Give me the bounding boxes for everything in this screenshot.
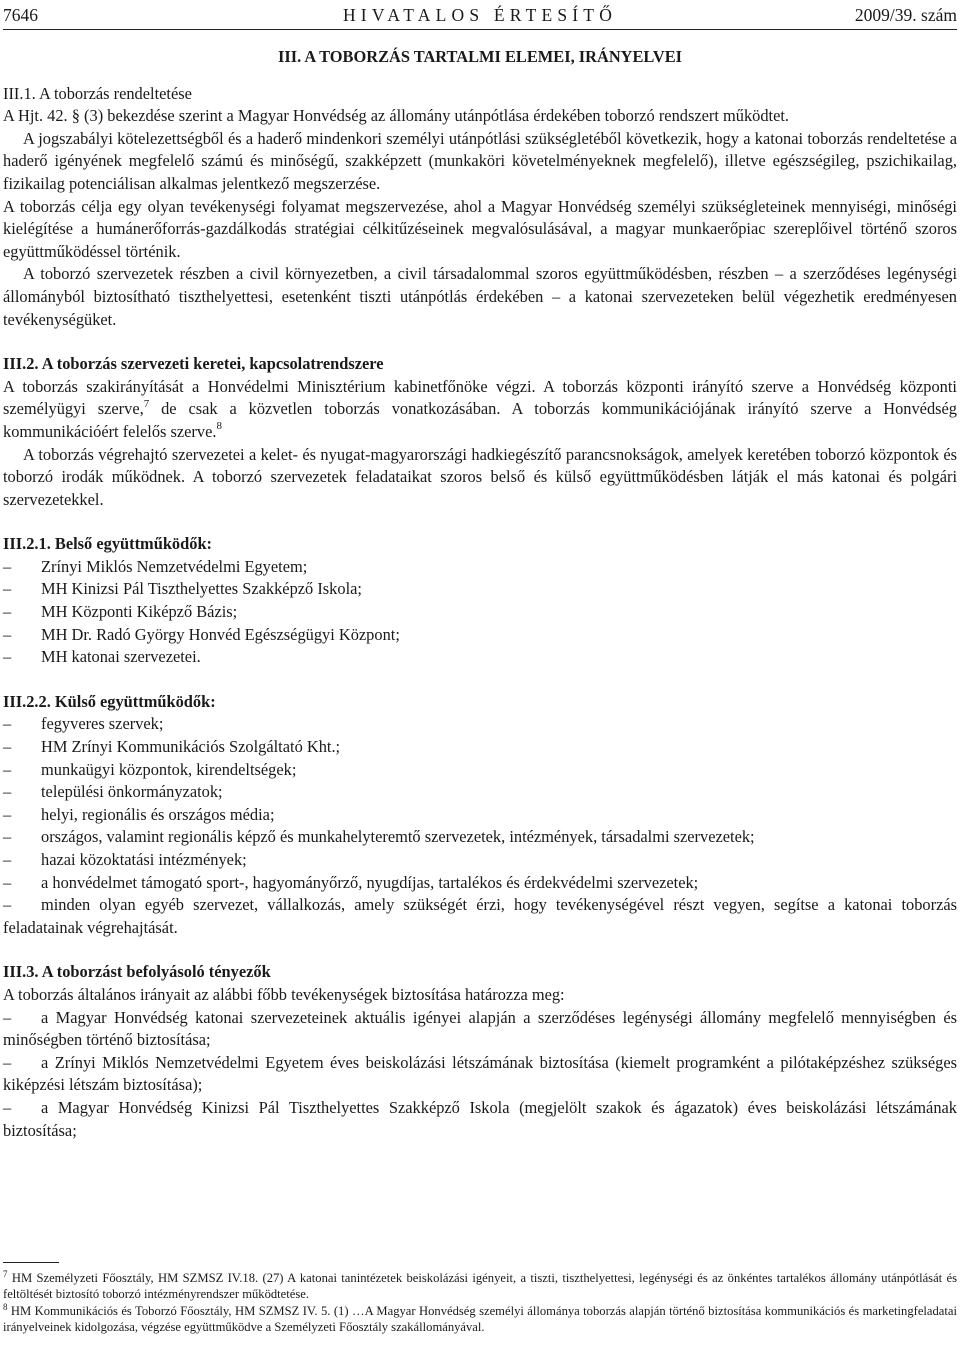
section-heading-2-2: III.2.2. Külső együttműködők: (3, 691, 216, 711)
list-item: – helyi, regionális és országos média; (3, 804, 275, 824)
list-item: – hazai közoktatási intézmények; (3, 850, 247, 869)
section-heading-3: III.3. A toborzást befolyásoló tényezők (3, 962, 271, 982)
paragraph: A toborzó szervezetek részben a civil környezetben, a civil társadalommal szoros együttműködésben, részben – a szerződéses legénységi állományból biztosítható tiszthelyettesi, esetenként tiszti utánpótlás érdekében – a katonai szervezeteken belül végezhetik eredményesen tevékenységüket. (3, 264, 957, 329)
body-text (3, 46, 957, 1142)
header-rule (3, 29, 957, 30)
paragraph: A toborzás általános irányait az alábbi főbb tevékenységek biztosítása határozza meg: (3, 984, 565, 1004)
list-item: – MH Központi Kiképző Bázis; (3, 602, 238, 622)
list-item: – MH Dr. Radó György Honvéd Egészségügyi Központ; (3, 624, 400, 644)
list-item: – a honvédelmet támogató sport-, hagyományőrző, nyugdíjas, tartalékos és érdekvédelmi szervezetek; (3, 872, 699, 892)
paragraph: A jogszabályi kötelezettségből és a haderő mindenkori személyi utánpótlási szükségletéből következik, hogy a katonai toborzás rendeltetése a haderő igényének megfelelő számú és minőségű, szakképzett (munkaköri követelményeknek megfelelő), illetve egészségileg, pszichikailag, fizikailag potenciálisan alkalmas jelentkező megszerzése. (3, 128, 957, 193)
list-item: – települési önkormányzatok; (3, 782, 223, 802)
factors-list (3, 1007, 957, 1143)
footnote-7: $^7$ HM Személyzeti Főosztály, HM SZMSZ IV.18. (27) A katonai tanintézetek beiskolázási igényeit, a tiszti, tiszthelyettesi, legénységi és az önkéntes tartalékos állomány utánpótlását és feltöltését biztosító toborzó intézményrendszer működtetése. (3, 1268, 957, 1302)
journal-title: HIVATALOS ÉRTESÍTŐ (342, 5, 618, 25)
paragraph: A Hjt. 42. § (3) bekezdése szerint a Magyar Honvédség az állomány utánpótlása érdekében toborzó rendszert működtet. (3, 106, 790, 126)
list-item: – a Magyar Honvédség katonai szervezeteinek aktuális igényei alapján a szerződéses legénységi állomány megfelelő mennyiségben és minőségben történő biztosítása; (3, 1007, 957, 1050)
footnote-8: $^8$ HM Kommunikációs és Toborzó Főosztály, HM SZMSZ IV. 5. (1) …A Magyar Honvédség személyi állománya toborzás alapján történő biztosítása kommunikációs és marketingfeladatai irányelveinek kidolgozása, végzése együttműködve a Személyzeti Főosztály szakállományával. (3, 1301, 957, 1335)
external-partners-list (3, 713, 957, 939)
list-item: – Zrínyi Miklós Nemzetvédelmi Egyetem; (3, 556, 308, 576)
list-item: – HM Zrínyi Kommunikációs Szolgáltató Kht.; (3, 737, 341, 757)
footnote-ref-7[interactable]: 7 (143, 397, 150, 410)
footnote-ref-8[interactable]: 8 (216, 420, 222, 433)
paragraph: A toborzás végrehajtó szervezetei a kelet- és nyugat-magyarországi hadkiegészítő parancsnokságok, amelyek keretében toborzó központok és toborzó irodák működnek. A toborzó szervezetek feladataikat szoros belső és külső együttműködésben látják el más katonai és polgári szervezetekkel. (3, 444, 957, 509)
list-item: – munkaügyi központok, kirendeltségek; (3, 759, 297, 779)
running-header (3, 4, 957, 30)
footnotes (3, 1270, 957, 1336)
issue-number: 2009/39. szám (854, 5, 957, 25)
paragraph: A toborzás célja egy olyan tevékenységi folyamat megszervezése, ahol a Magyar Honvédség személyi szükségleteinek mennyiségi, minőségi kielégítése a humánerőforrás-gazdálkodás stratégiai célkitűzéseinek megvalósulásával, a magyar munkaerőpiac szereplőivel történő szoros együttműködéssel történik. (3, 196, 957, 261)
section-heading-1: III.1. A toborzás rendeltetése (3, 83, 192, 103)
list-item: – a Zrínyi Miklós Nemzetvédelmi Egyetem éves beiskolázási létszámának biztosítása (kiemelt programként a pilótaképzéshez szükséges kiképzési létszám biztosítása); (3, 1052, 957, 1095)
section-heading-2-1: III.2.1. Belső együttműködők: (3, 534, 213, 554)
paragraph: A toborzás szakirányítását a Honvédelmi Minisztérium kabinetfőnöke végzi. A toborzás központi irányító szerve a Honvédség központi személyügyi szerve,$^7$ de csak a közvetlen toborzás vonatkozásában. A toborzás kommunikációjának irányító szerve a Honvédség kommunikációért felelős szerve.$^8$ (3, 376, 957, 441)
chapter-title: III. A TOBORZÁS TARTALMI ELEMEI, IRÁNYELVEI (278, 47, 682, 66)
section-heading-2: III.2. A toborzás szervezeti keretei, kapcsolatrendszere (3, 354, 384, 374)
list-item: – minden olyan egyéb szervezet, vállalkozás, amely szükségét érzi, hogy tevékenységével részt vegyen, segítse a katonai toborzás feladatainak végrehajtását. (3, 895, 957, 937)
list-item: – MH katonai szervezetei. (3, 647, 201, 667)
list-item: – MH Kinizsi Pál Tiszthelyettes Szakképző Iskola; (3, 579, 362, 599)
list-item: – a Magyar Honvédség Kinizsi Pál Tiszthelyettes Szakképző Iskola (megjelölt szakok és ágazatok) éves beiskolázási létszámának biztosítása; (3, 1097, 957, 1140)
list-item: – országos, valamint regionális képző és munkahelyteremtő szervezetek, intézmények, társadalmi szervezetek; (3, 827, 755, 847)
internal-partners-list (3, 556, 957, 669)
footnote-rule (3, 1262, 59, 1263)
list-item: – fegyveres szervek; (3, 714, 164, 734)
page-number: 7646 (3, 5, 38, 25)
